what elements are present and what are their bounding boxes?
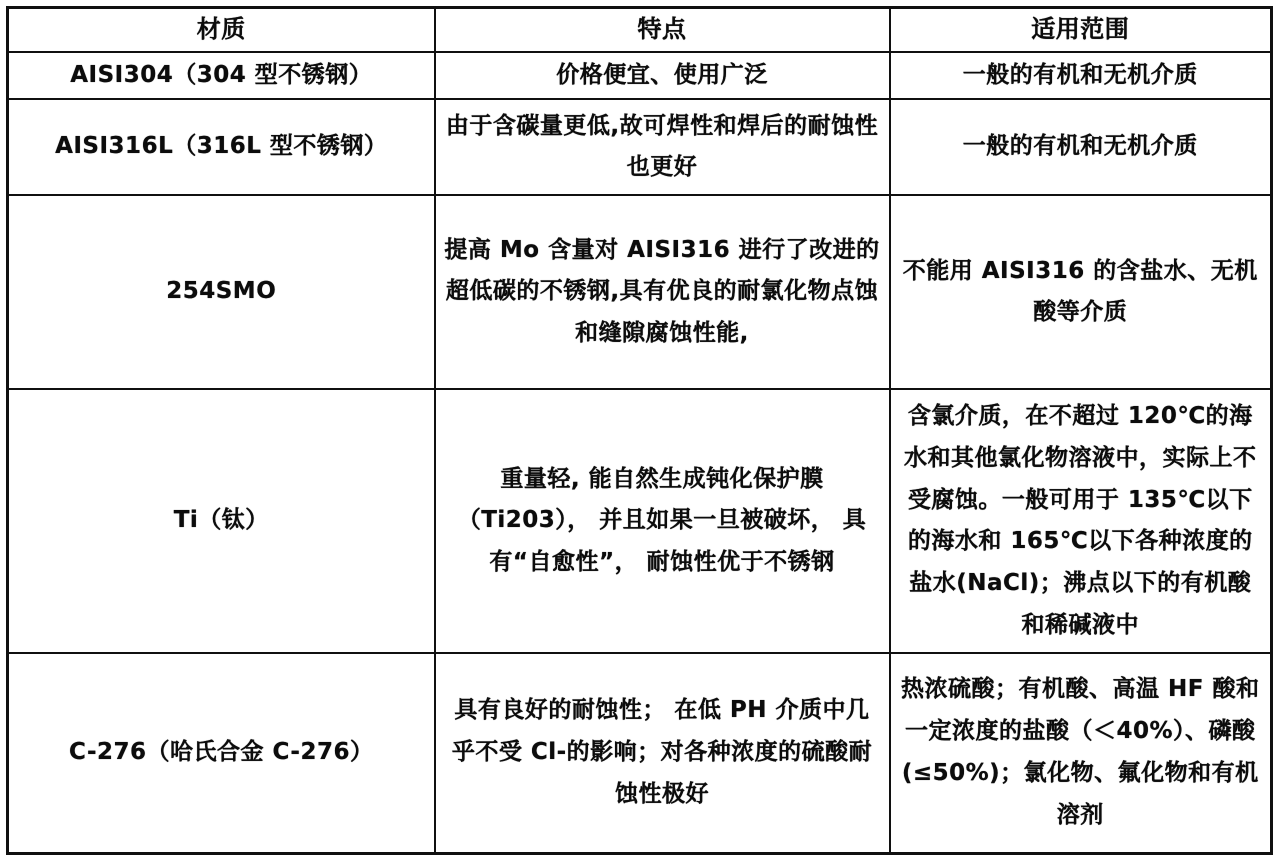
table-row	[8, 653, 1272, 853]
cell-material-aisi304: AISI304（304 型不锈钢）	[8, 52, 435, 100]
cell-range-ti: 含氯介质，在不超过 120℃的海水和其他氯化物溶液中，实际上不受腐蚀。一般可用于 135℃以下的海水和 165℃以下各种浓度的盐水(NaCl)；沸点以下的有机酸和稀碱液中	[890, 389, 1272, 653]
header-range: 适用范围	[890, 8, 1272, 52]
cell-feature-aisi304: 价格便宜、使用广泛	[435, 52, 890, 100]
header-material: 材质	[8, 8, 435, 52]
table-row	[8, 389, 1272, 653]
cell-material-aisi316l: AISI316L（316L 型不锈钢）	[8, 99, 435, 195]
table-row	[8, 52, 1272, 100]
table-row	[8, 99, 1272, 195]
cell-range-254smo: 不能用 AISI316 的含盐水、无机酸等介质	[890, 195, 1272, 389]
header-feature: 特点	[435, 8, 890, 52]
cell-material-ti: Ti（钛）	[8, 389, 435, 653]
cell-range-aisi304: 一般的有机和无机介质	[890, 52, 1272, 100]
material-properties-table	[6, 6, 1273, 855]
table-row	[8, 195, 1272, 389]
cell-range-aisi316l: 一般的有机和无机介质	[890, 99, 1272, 195]
cell-feature-aisi316l: 由于含碳量更低,故可焊性和焊后的耐蚀性也更好	[435, 99, 890, 195]
cell-feature-c276: 具有良好的耐蚀性； 在低 PH 介质中几乎不受 Cl-的影响；对各种浓度的硫酸耐蚀性极好	[435, 653, 890, 853]
cell-material-254smo: 254SMO	[8, 195, 435, 389]
table-header-row	[8, 8, 1272, 52]
cell-feature-254smo: 提高 Mo 含量对 AISI316 进行了改进的超低碳的不锈钢,具有优良的耐氯化物点蚀和缝隙腐蚀性能,	[435, 195, 890, 389]
cell-material-c276: C-276（哈氏合金 C-276）	[8, 653, 435, 853]
cell-range-c276: 热浓硫酸；有机酸、高温 HF 酸和一定浓度的盐酸（＜40%）、磷酸(≤50%)；氯化物、氟化物和有机溶剂	[890, 653, 1272, 853]
cell-feature-ti: 重量轻, 能自然生成钝化保护膜（Ti203）， 并且如果一旦被破坏， 具有“自愈性”， 耐蚀性优于不锈钢	[435, 389, 890, 653]
